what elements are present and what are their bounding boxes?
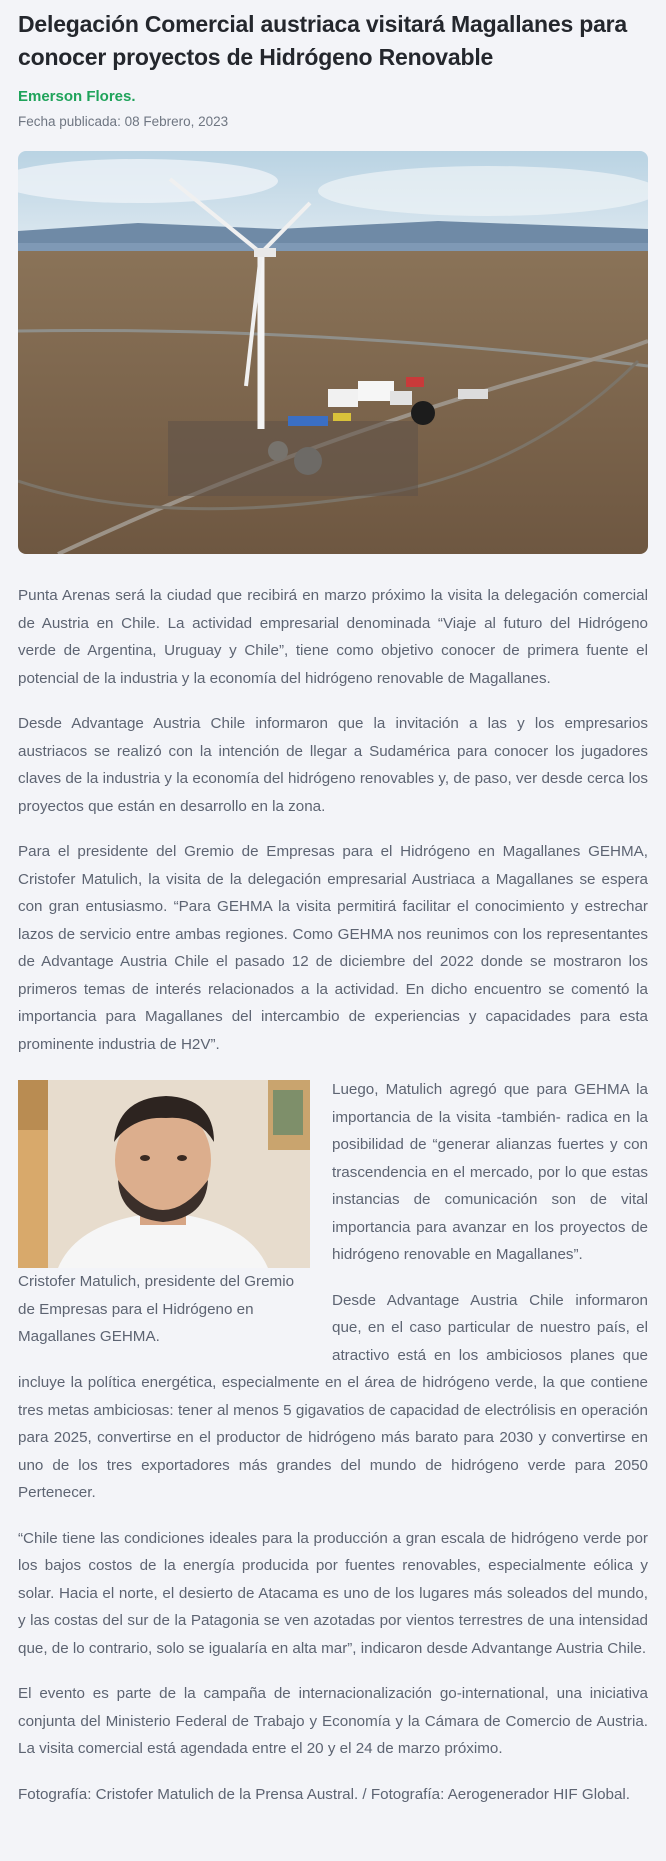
- paragraph: Desde Advantage Austria Chile informaron que la invitación a las y los empresarios austriacos se realizó con la intención de llegar a Sudamérica para conocer los jugadores claves de la industria y la economía del hidrógeno renovables y, de paso, ver desde cerca los proyectos que están en desarrollo en la zona.: [18, 715, 648, 815]
- figure-portrait: [18, 1080, 310, 1351]
- author-name[interactable]: Emerson Flores.: [18, 88, 136, 105]
- paragraph: “Chile tiene las condiciones ideales para la producción a gran escala de hidrógeno verde por los bajos costos de la energía producida por fuentes renovables, especialmente eólica y solar. Hacia el norte, el desierto de Atacama es uno de los lugares más soleados del mundo, y las costas del sur de la Patagonia se ven azotadas por vientos terrestres de una intensidad que, de lo contrario, solo se igualaría en alta mar”, indicaron desde Advantange Austria Chile.: [18, 1529, 648, 1657]
- hero-image-wind-turbine: [18, 151, 648, 554]
- paragraph: Para el presidente del Gremio de Empresas para el Hidrógeno en Magallanes GEHMA, Cristofer Matulich, la visita de la delegación empresarial Austriaca a Magallanes se espera con gran entusiasmo. “Para GEHMA la visita permitirá facilitar el conocimiento y estrechar lazos de servicio entre ambas regiones. Como GEHMA nos reunimos con los representantes de Advantage Austria Chile el pasado 12 de diciembre del 2022 donde se mostraron los primeros temas de interés relacionados a la actividad. En dicho encuentro se comentó la importancia para Magallanes del intercambio de experiencias y capacidades para esta prominente industria de H2V”.: [18, 843, 648, 1053]
- photo-credits: Fotografía: Cristofer Matulich de la Prensa Austral. / Fotografía: Aerogenerador HIF Global.: [18, 1785, 631, 1803]
- paragraph: Luego, Matulich agregó que para GEHMA la importancia de la visita -también- radica en la posibilidad de “generar alianzas fuertes y con trascendencia en el mercado, por lo que estas instancias de comunicación son de vital importancia para avanzar en los proyectos de hidrógeno renovable en Magallanes”.: [332, 1081, 648, 1263]
- figure-caption: Cristofer Matulich, presidente del Gremio de Empresas para el Hidrógeno en Magallanes GEHMA.: [18, 1273, 295, 1345]
- publish-date: Fecha publicada: 08 Febrero, 2023: [18, 114, 229, 129]
- paragraph: Desde Advantage Austria Chile informaron que, en el caso particular de nuestro país, el atractivo está en los ambiciosos planes que incluye la política energética, especialmente en el área de hidrógeno verde, la que contiene tres metas ambiciosas: tener al menos 5 gigavatios de capacidad de electrólisis en operación para 2025, convertirse en el productor de hidrógeno más barato para 2030 y convertirse en uno de los tres exportadores más grandes del mundo de hidrógeno verde para 2050 Pertenecer.: [18, 1291, 648, 1501]
- article-body: [18, 582, 648, 1808]
- paragraph: El evento es parte de la campaña de internacionalización go-international, una iniciativa conjunta del Ministerio Federal de Trabajo y Economía y la Cámara de Comercio de Austria. La visita comercial está agendada entre el 20 y el 24 de marzo próximo.: [18, 1685, 648, 1757]
- portrait-image-cristofer-matulich: [18, 1080, 310, 1268]
- paragraph: Punta Arenas será la ciudad que recibirá en marzo próximo la visita la delegación comercial de Austria en Chile. La actividad empresarial denominada “Viaje al futuro del Hidrógeno verde de Argentina, Uruguay y Chile”, tiene como objetivo conocer de primera fuente el potencial de la industria y la economía del hidrógeno renovable de Magallanes.: [18, 587, 648, 687]
- article-title: Delegación Comercial austriaca visitará Magallanes para conocer proyectos de Hidrógeno Renovable: [18, 11, 628, 70]
